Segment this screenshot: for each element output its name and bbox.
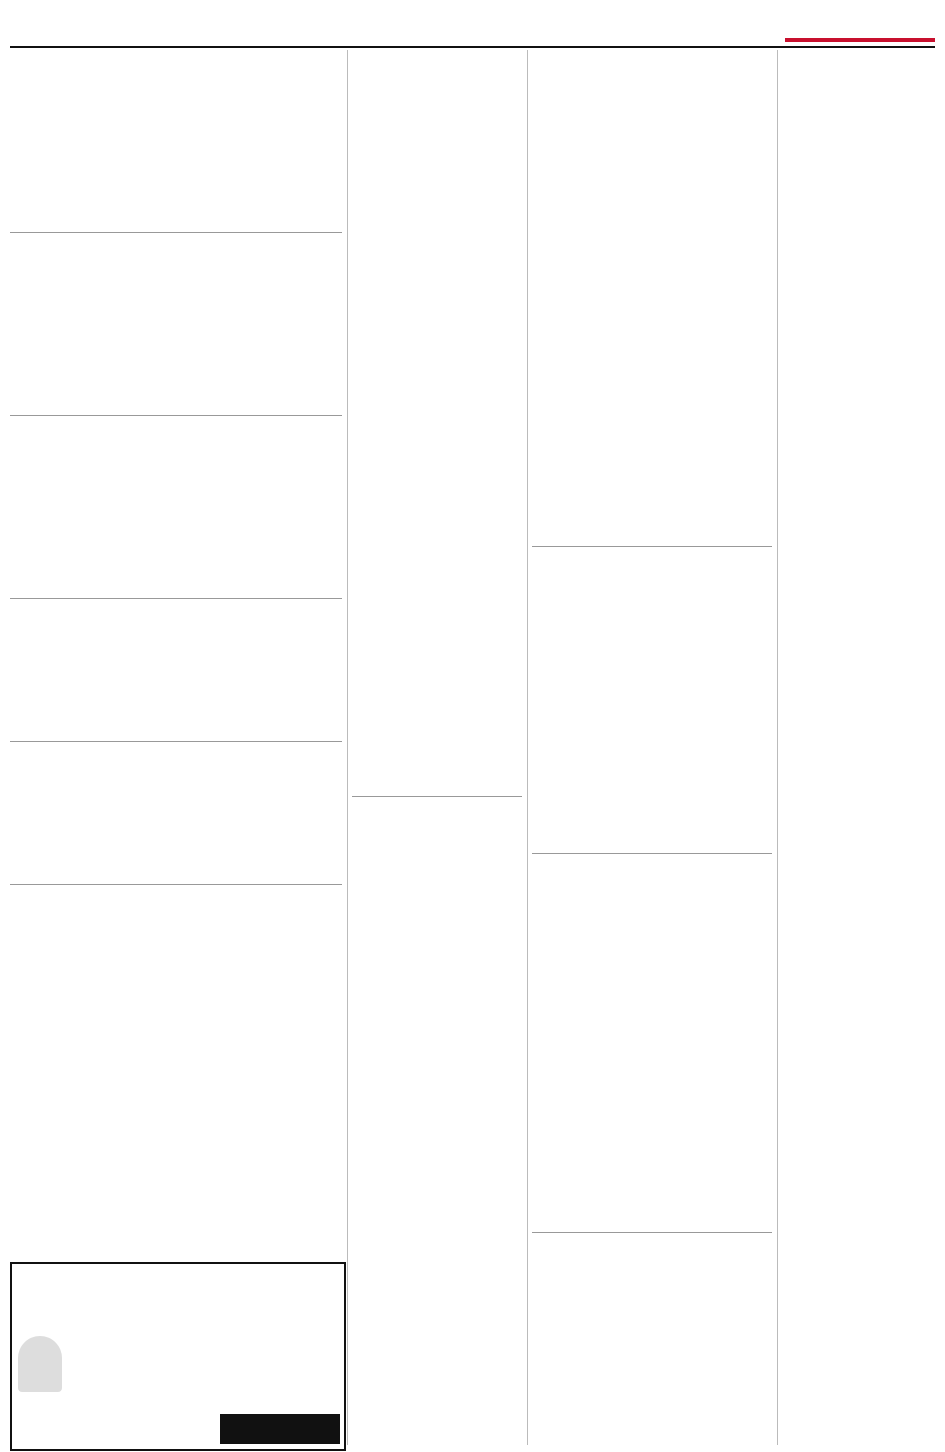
divider: [10, 415, 342, 416]
divider: [532, 546, 772, 547]
divider: [532, 853, 772, 854]
column-rule: [527, 50, 528, 1445]
logo-underline: [785, 38, 935, 42]
article-body: [10, 419, 342, 595]
paper-logo: [785, 4, 935, 42]
column-rule: [347, 50, 348, 1445]
article-body: [352, 800, 522, 1360]
article-body: [10, 53, 342, 229]
article-body: [10, 236, 342, 412]
column-2: [352, 50, 522, 1360]
divider: [10, 598, 342, 599]
column-3: [532, 50, 772, 1346]
doctor-photo-icon: [18, 1336, 62, 1392]
article-body: [532, 53, 772, 543]
divider: [10, 232, 342, 233]
article-body: [10, 888, 342, 1056]
divider: [10, 741, 342, 742]
ad-subheadline: [12, 1264, 344, 1265]
divider: [10, 884, 342, 885]
article-body: [10, 745, 342, 881]
divider: [352, 796, 522, 797]
article-body: [10, 602, 342, 738]
column-1: [10, 50, 342, 1056]
masthead-rule: [10, 46, 935, 48]
article-body: [532, 1236, 772, 1346]
advertisement[interactable]: [10, 1262, 346, 1451]
ad-phone-number[interactable]: [220, 1414, 340, 1444]
article-body: [532, 550, 772, 850]
divider: [532, 1232, 772, 1233]
article-body: [352, 53, 522, 793]
column-rule: [777, 50, 778, 1445]
masthead: [0, 0, 945, 46]
article-body: [532, 857, 772, 1229]
